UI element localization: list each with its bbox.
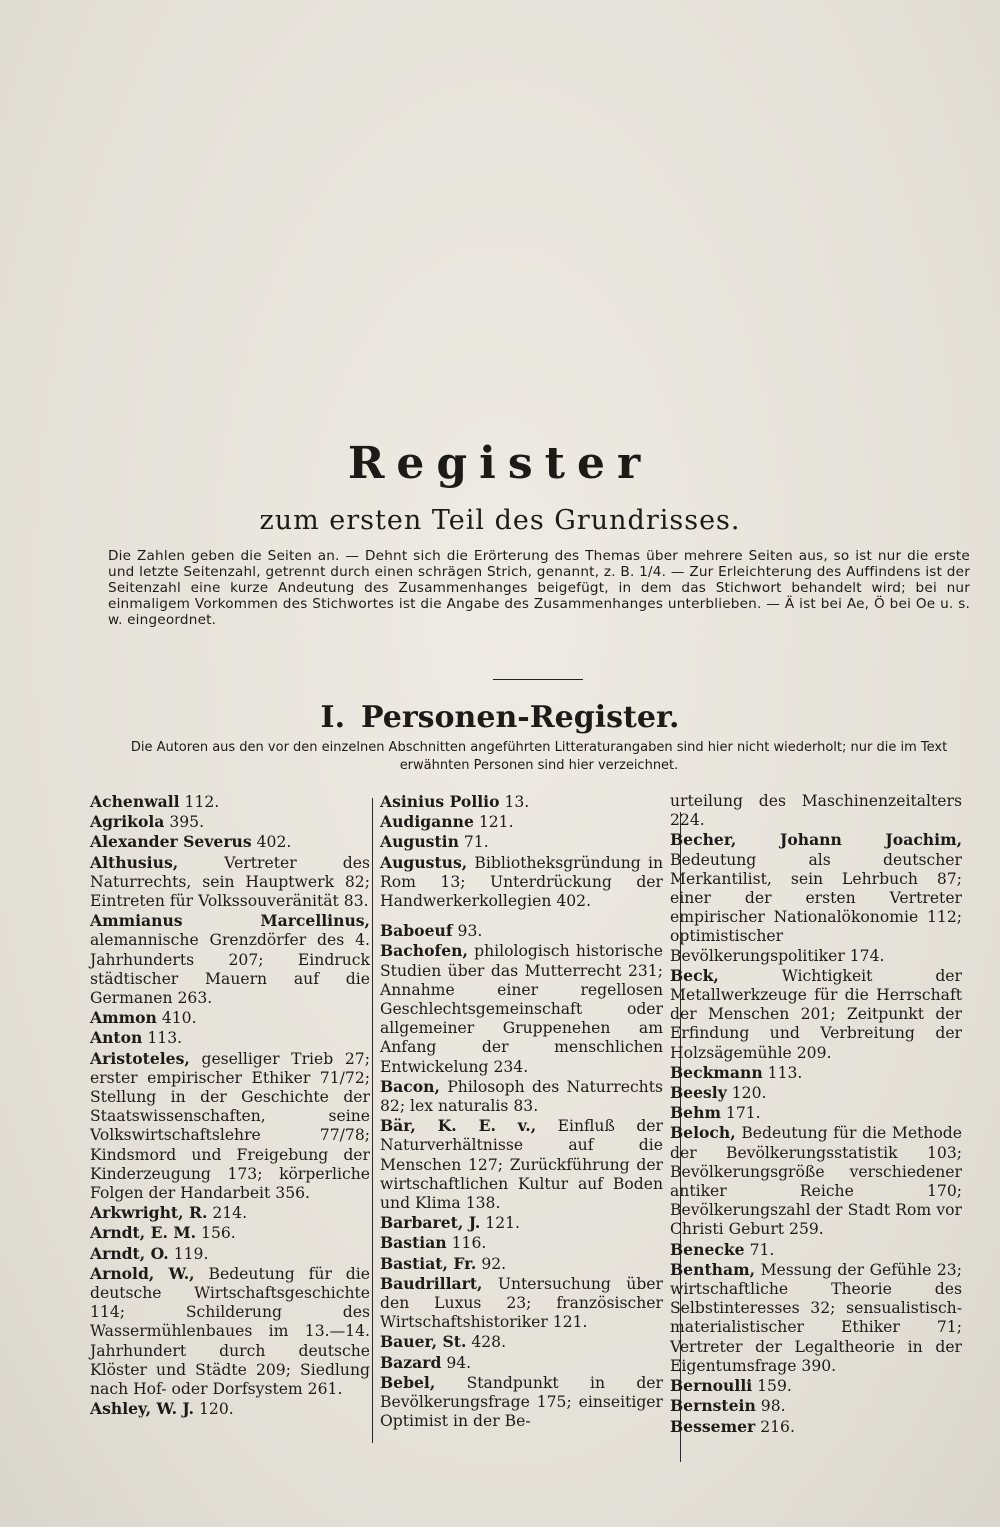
entry-text: Wichtigkeit der Metallwerkzeuge für die Herrschaft der Menschen 201; Zeitpunkt der Erfindung und Verbreitung der Holzsägemühle 209.: [670, 966, 962, 1062]
entry-name: Beck,: [670, 965, 719, 985]
index-column-1: [90, 792, 370, 1420]
index-entry: [90, 832, 370, 852]
entry-name: Behm: [670, 1103, 721, 1123]
entry-text: Einfluß der Naturverhältnisse auf die Menschen 127; Zurückführung der wirtschaftlichen Kultur auf Boden und Klima 138.: [380, 1117, 663, 1213]
entry-text: 156.: [201, 1224, 236, 1243]
entry-name: Aristoteles,: [90, 1048, 190, 1068]
entry-text: 120.: [199, 1400, 234, 1419]
section-title: Personen-Register.: [361, 700, 680, 735]
entry-text: 120.: [731, 1084, 767, 1103]
entry-name: Bacon,: [380, 1076, 440, 1096]
entry-text: Standpunkt in der Bevölkerungsfrage 175; einseitiger Optimist in der Be-: [380, 1373, 663, 1431]
entry-text: Bibliotheksgründung in Rom 13; Unterdrückung der Handwerkerkollegien 402.: [380, 853, 663, 911]
index-column-2: [380, 792, 663, 1432]
index-entry: [90, 1244, 370, 1264]
page-subtitle: zum ersten Teil des Grundrisses.: [259, 505, 741, 536]
index-entry: [90, 812, 370, 832]
index-entry: [380, 832, 663, 852]
entry-text: 113.: [767, 1063, 803, 1082]
entry-name: Achenwall: [90, 792, 180, 811]
entry-name: Beloch,: [670, 1123, 736, 1143]
entry-text: Untersuchung über den Luxus 23; französischer Wirtschaftshistoriker 121.: [380, 1274, 663, 1332]
entry-name: Augustin: [380, 832, 459, 852]
index-entry: [90, 1223, 370, 1243]
index-entry: [90, 1399, 370, 1419]
entry-name: Augustus,: [380, 852, 468, 872]
index-entry: [380, 941, 663, 1076]
entry-name: Bazard: [380, 1352, 442, 1372]
entry-text: 98.: [760, 1397, 786, 1416]
index-entry: [670, 1260, 962, 1376]
entry-text: 402.: [256, 833, 292, 852]
entry-name: Benecke: [670, 1239, 745, 1259]
entry-text: 119.: [173, 1244, 209, 1263]
entry-text: 13.: [504, 793, 530, 811]
entry-text: 113.: [147, 1029, 183, 1048]
index-entry: [380, 853, 663, 912]
entry-text: 216.: [760, 1417, 795, 1436]
index-entry: [670, 792, 962, 830]
section-number: I.: [320, 700, 346, 735]
entry-text: 214.: [212, 1204, 248, 1223]
entry-name: Bauer, St.: [380, 1332, 467, 1352]
index-entry: [380, 1373, 663, 1432]
entry-text: 159.: [757, 1377, 792, 1396]
index-entry: [670, 1417, 962, 1437]
index-entry: [380, 1353, 663, 1373]
entry-name: Ammon: [90, 1008, 157, 1028]
entry-text: 93.: [457, 922, 483, 941]
section-gap: [380, 911, 663, 921]
separator-rule: [493, 679, 583, 680]
entry-name: Bachofen,: [380, 941, 468, 961]
index-entry: [380, 1274, 663, 1333]
index-entry: [90, 853, 370, 912]
entry-text: 116.: [451, 1234, 487, 1253]
index-entry: [380, 1213, 663, 1233]
entry-text: geselliger Trieb 27; erster empirischer Ethiker 71/72; Stellung in der Geschichte der Staatswissenschaften, seine Volkswirtschaftslehre 77/78; Kindsmord und Freigebung der Kinderzeugung 173; körperliche Folgen der Handarbeit 356.: [90, 1049, 370, 1203]
entry-name: Anton: [90, 1028, 143, 1048]
entry-name: Bastiat, Fr.: [380, 1253, 477, 1273]
entry-name: Audiganne: [380, 812, 474, 832]
index-entry: [670, 1123, 962, 1239]
index-entry: [380, 792, 663, 812]
index-entry: [380, 1332, 663, 1352]
entry-name: Beckmann: [670, 1062, 763, 1082]
entry-name: Alexander Severus: [90, 832, 252, 852]
index-entry: [670, 1103, 962, 1123]
entry-text: Bedeutung als deutscher Merkantilist, sein Lehrbuch 87; einer der ersten Vertreter empirischer Nationalökonomie 112; optimistischer Bevölkerungspolitiker 174.: [670, 850, 962, 965]
entry-name: Althusius,: [90, 852, 179, 872]
entry-text: 428.: [471, 1333, 507, 1352]
index-entry: [380, 921, 663, 941]
entry-name: Arndt, O.: [90, 1243, 169, 1263]
index-entry: [380, 812, 663, 832]
index-entry: [90, 1049, 370, 1204]
index-entry: [90, 911, 370, 1008]
index-entry: [670, 830, 962, 965]
column-divider: [372, 798, 373, 1443]
index-entry: [380, 1116, 663, 1213]
entry-text: 94.: [446, 1353, 472, 1372]
entry-name: Asinius Pollio: [380, 792, 500, 811]
entry-text: 71.: [749, 1240, 775, 1259]
entry-text: 171.: [725, 1104, 761, 1123]
index-entry: [90, 792, 370, 812]
entry-text: Bedeutung für die deutsche Wirtschaftsgeschichte 114; Schilderung des Wassermühlenbaues im 13.—14. Jahrhundert durch deutsche Klöster und Städte 209; Siedlung nach Hof- oder Dorfsystem 261.: [90, 1264, 370, 1399]
index-entry: [90, 1008, 370, 1028]
entry-name: Bentham,: [670, 1259, 756, 1279]
entry-text: 112.: [184, 793, 220, 811]
entry-text: Philosoph des Naturrechts 82; lex naturalis 83.: [380, 1077, 663, 1116]
entry-text: 71.: [463, 833, 489, 852]
entry-name: Bebel,: [380, 1372, 436, 1392]
entry-text: philologisch historische Studien über das Mutterrecht 231; Annahme einer regellosen Geschlechtsgemeinschaft oder allgemeiner Gruppenehen am Anfang der menschlichen Entwickelung 234.: [380, 942, 663, 1076]
entry-name: Beesly: [670, 1083, 727, 1103]
index-entry: [670, 1396, 962, 1416]
index-entry: [380, 1077, 663, 1116]
entry-name: Arndt, E. M.: [90, 1223, 197, 1243]
index-entry: [90, 1264, 370, 1399]
entry-text: 395.: [169, 813, 205, 832]
entry-name: Bernoulli: [670, 1376, 753, 1396]
page-title: Register: [347, 438, 653, 489]
index-entry: [670, 1240, 962, 1260]
entry-text: 121.: [478, 813, 514, 832]
entry-text: alemannische Grenzdörfer des 4. Jahrhunderts 207; Eindruck städtischer Mauern auf die Germanen 263.: [90, 931, 370, 1008]
entry-name: Arkwright, R.: [90, 1203, 208, 1223]
index-entry: [90, 1203, 370, 1223]
entry-name: Arnold, W.,: [90, 1263, 195, 1283]
entry-text: 92.: [481, 1254, 507, 1273]
entry-name: Ashley, W. J.: [90, 1399, 195, 1419]
entry-text: Messung der Gefühle 23; wirtschaftliche Theorie des Selbstinteresses 32; sensualistisch-materialistischer Ethiker 71; Vertreter der Legaltheorie in der Eigentumsfrage 390.: [670, 1260, 962, 1375]
entry-text: 410.: [161, 1009, 197, 1028]
entry-name: Bastian: [380, 1233, 447, 1253]
index-entry: [90, 1028, 370, 1048]
index-entry: [670, 966, 962, 1063]
entry-name: Baudrillart,: [380, 1273, 483, 1293]
entry-name: Ammianus Marcellinus,: [90, 911, 370, 931]
intro-paragraph: Die Zahlen geben die Seiten an. — Dehnt sich die Erörterung des Themas über mehrere Seiten aus, so ist nur die erste und letzte Seitenzahl, getrennt durch einen schrägen Strich, genannt, z. B. 1/4. — Zur Erleichterung des Auffindens ist der Seitenzahl eine kurze Andeutung des Zusammenhanges beigefügt, in dem das Stichwort behandelt wird; bei nur einmaligem Vorkommen des Stichwortes ist die Angabe des Zusammenhanges unterblieben. — Ä ist bei Ae, Ö bei Oe u. s. w. eingeordnet.: [108, 548, 970, 628]
entry-text: 121.: [485, 1214, 521, 1233]
entry-name: Bessemer: [670, 1416, 756, 1436]
entry-text: urteilung des Maschinenzeitalters 224.: [670, 792, 962, 830]
section-note: Die Autoren aus den vor den einzelnen Abschnitten angeführten Litteraturangaben sind hier nicht wiederholt; nur die im Text erwähnten Personen sind hier verzeichnet.: [130, 740, 948, 773]
section-heading: [0, 700, 1000, 735]
entry-name: Bernstein: [670, 1396, 756, 1416]
entry-name: Becher, Johann Joachim,: [670, 830, 962, 850]
entry-name: Baboeuf: [380, 921, 453, 941]
index-entry: [380, 1233, 663, 1253]
index-entry: [670, 1063, 962, 1083]
entry-text: Vertreter des Naturrechts, sein Hauptwerk 82; Eintreten für Volkssouveränität 83.: [90, 853, 370, 911]
index-column-3: [670, 792, 962, 1437]
entry-text: Bedeutung für die Methode der Bevölkerungsstatistik 103; Bevölkerungsgröße verschiedener antiker Reiche 170; Bevölkerungszahl der Stadt Rom vor Christi Geburt 259.: [670, 1124, 962, 1239]
entry-name: Bär, K. E. v.,: [380, 1116, 537, 1136]
index-entry: [670, 1083, 962, 1103]
index-entry: [380, 1254, 663, 1274]
index-entry: [670, 1376, 962, 1396]
entry-name: Barbaret, J.: [380, 1213, 481, 1233]
entry-name: Agrikola: [90, 812, 165, 832]
